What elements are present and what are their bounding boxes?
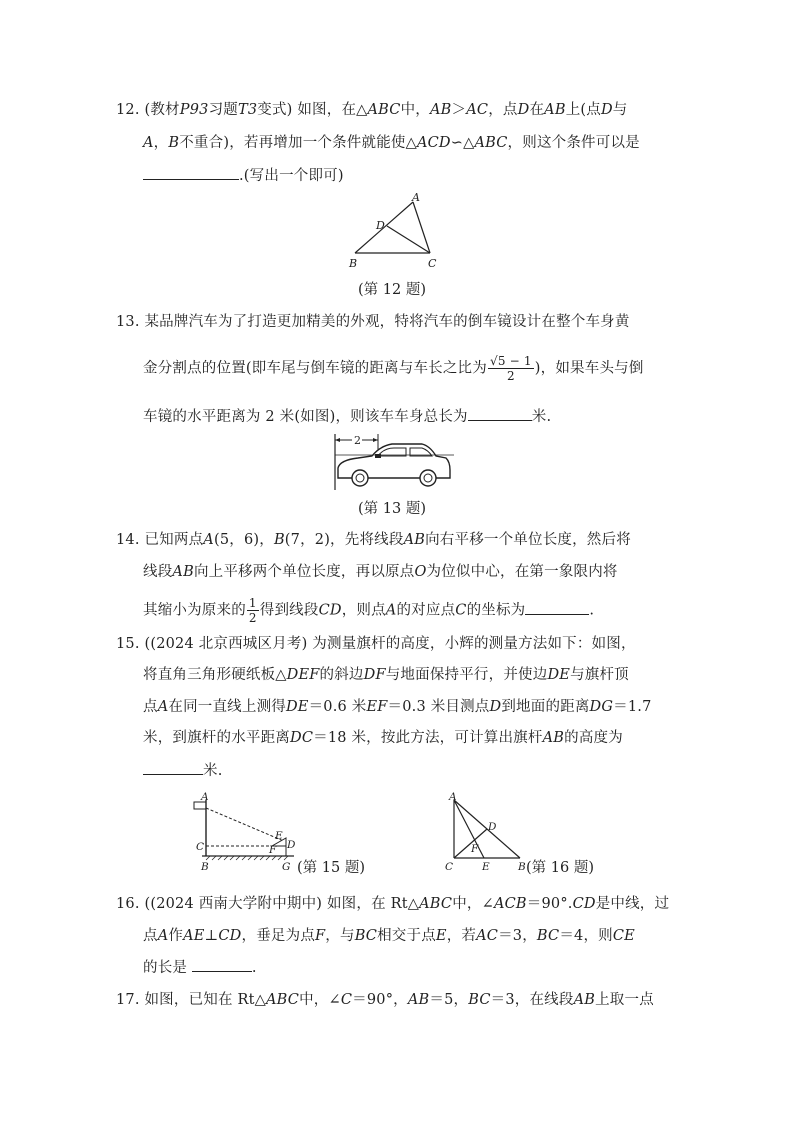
- q13-line-3: 车镜的水平距离为 2 米(如图)，则该车车身总长为 米.: [143, 406, 551, 427]
- q16-figure: [440, 790, 530, 874]
- q14-line-1: 14. 已知两点A(5，6)，B(7，2)，先将线段AB向右平移一个单位长度，然后将: [116, 532, 631, 548]
- label-a: A: [449, 791, 457, 803]
- label-d: D: [287, 839, 296, 851]
- answer-blank[interactable]: [468, 406, 532, 421]
- golden-ratio-fraction: $\frac{√5 - 1}{2}$: [489, 354, 532, 383]
- segment-dc: [387, 226, 430, 253]
- q13-line-1: 13. 某品牌汽车为了打造更加精美的外观，特将汽车的倒车镜设计在整个车身黄: [116, 314, 630, 330]
- answer-blank[interactable]: [525, 600, 589, 615]
- arrow-left: [335, 438, 340, 442]
- q12-caption: (第 12 题): [358, 282, 426, 298]
- q15-line-4: 米，到旗杆的水平距离DC＝18 米，按此方法，可计算出旗杆AB的高度为: [143, 730, 623, 746]
- flag: [194, 802, 206, 809]
- label-c: C: [428, 257, 437, 270]
- label-d: D: [488, 821, 497, 833]
- q15-line-2: 将直角三角形硬纸板△DEF的斜边DF与地面保持平行，并使边DE与旗杆顶: [143, 667, 629, 683]
- segment-ac: [413, 202, 430, 253]
- segment-ae: [454, 800, 484, 858]
- q13-car-figure: [330, 432, 454, 492]
- label-f: F: [471, 843, 479, 855]
- dimension-label: 2: [354, 434, 361, 447]
- answer-blank[interactable]: [143, 760, 203, 775]
- q15-line-1: 15. ((2024 北京西城区月考) 为测量旗杆的高度，小辉的测量方法如下：如图，: [116, 636, 636, 652]
- q12-line-1: 12. (教材P93习题T3变式) 如图，在△ABC中，AB＞AC，点D在AB上(点D与: [116, 102, 628, 118]
- q12-line-2: A，B不重合)，若再增加一个条件就能使△ACD∽△ABC，则这个条件可以是: [143, 135, 640, 151]
- half-fraction: $\frac{1}{2}$: [248, 596, 257, 625]
- q12-line-3: .(写出一个即可): [143, 165, 344, 186]
- label-d: D: [376, 219, 385, 232]
- q13-caption: (第 13 题): [358, 501, 426, 517]
- label-b: B: [349, 257, 358, 270]
- answer-blank[interactable]: [143, 165, 239, 180]
- q16-line-3: 的长是 .: [143, 957, 257, 978]
- label-c: C: [445, 861, 454, 873]
- q14-line-3: 其缩小为原来的 $\frac{1}{2}$ 得到线段CD，则点A的对应点C的坐标为 .: [143, 596, 595, 625]
- label-a: A: [201, 791, 209, 803]
- label-e: E: [275, 830, 283, 842]
- q14-line-2: 线段AB向上平移两个单位长度，再以原点O为位似中心，在第一象限内将: [143, 564, 618, 580]
- label-c: C: [196, 841, 205, 853]
- q17-line-1: 17. 如图，已知在 Rt△ABC中，∠C＝90°，AB＝5，BC＝3，在线段AB上取一点: [116, 992, 654, 1008]
- arrow-right: [373, 438, 378, 442]
- q15-line-3: 点A在同一直线上测得DE＝0.6 米EF＝0.3 米目测点D到地面的距离DG＝1.7: [143, 699, 652, 715]
- q16-caption: (第 16 题): [526, 860, 594, 876]
- q15-caption: (第 15 题): [297, 860, 365, 876]
- label-b: B: [201, 861, 209, 873]
- sight-line: [206, 808, 286, 842]
- label-g: G: [282, 861, 291, 873]
- q15-line-5: 米.: [143, 760, 223, 781]
- q16-line-2: 点A作AE⊥CD，垂足为点F，与BC相交于点E，若AC＝3，BC＝4，则CE: [143, 928, 635, 944]
- label-e: E: [482, 861, 490, 873]
- label-b: B: [518, 861, 526, 873]
- label-a: A: [412, 191, 420, 204]
- q16-line-1: 16. ((2024 西南大学附中期中) 如图，在 Rt△ABC中，∠ACB＝90°.CD是中线，过: [116, 896, 670, 912]
- q15-figure: [190, 790, 302, 874]
- q13-line-2: 金分割点的位置(即车尾与倒车镜的距离与车长之比为 $\frac{√5 - 1}{2}$ )，如果车头与倒: [143, 354, 644, 383]
- answer-blank[interactable]: [192, 957, 252, 972]
- q12-figure: [340, 190, 450, 272]
- label-f: F: [269, 844, 277, 856]
